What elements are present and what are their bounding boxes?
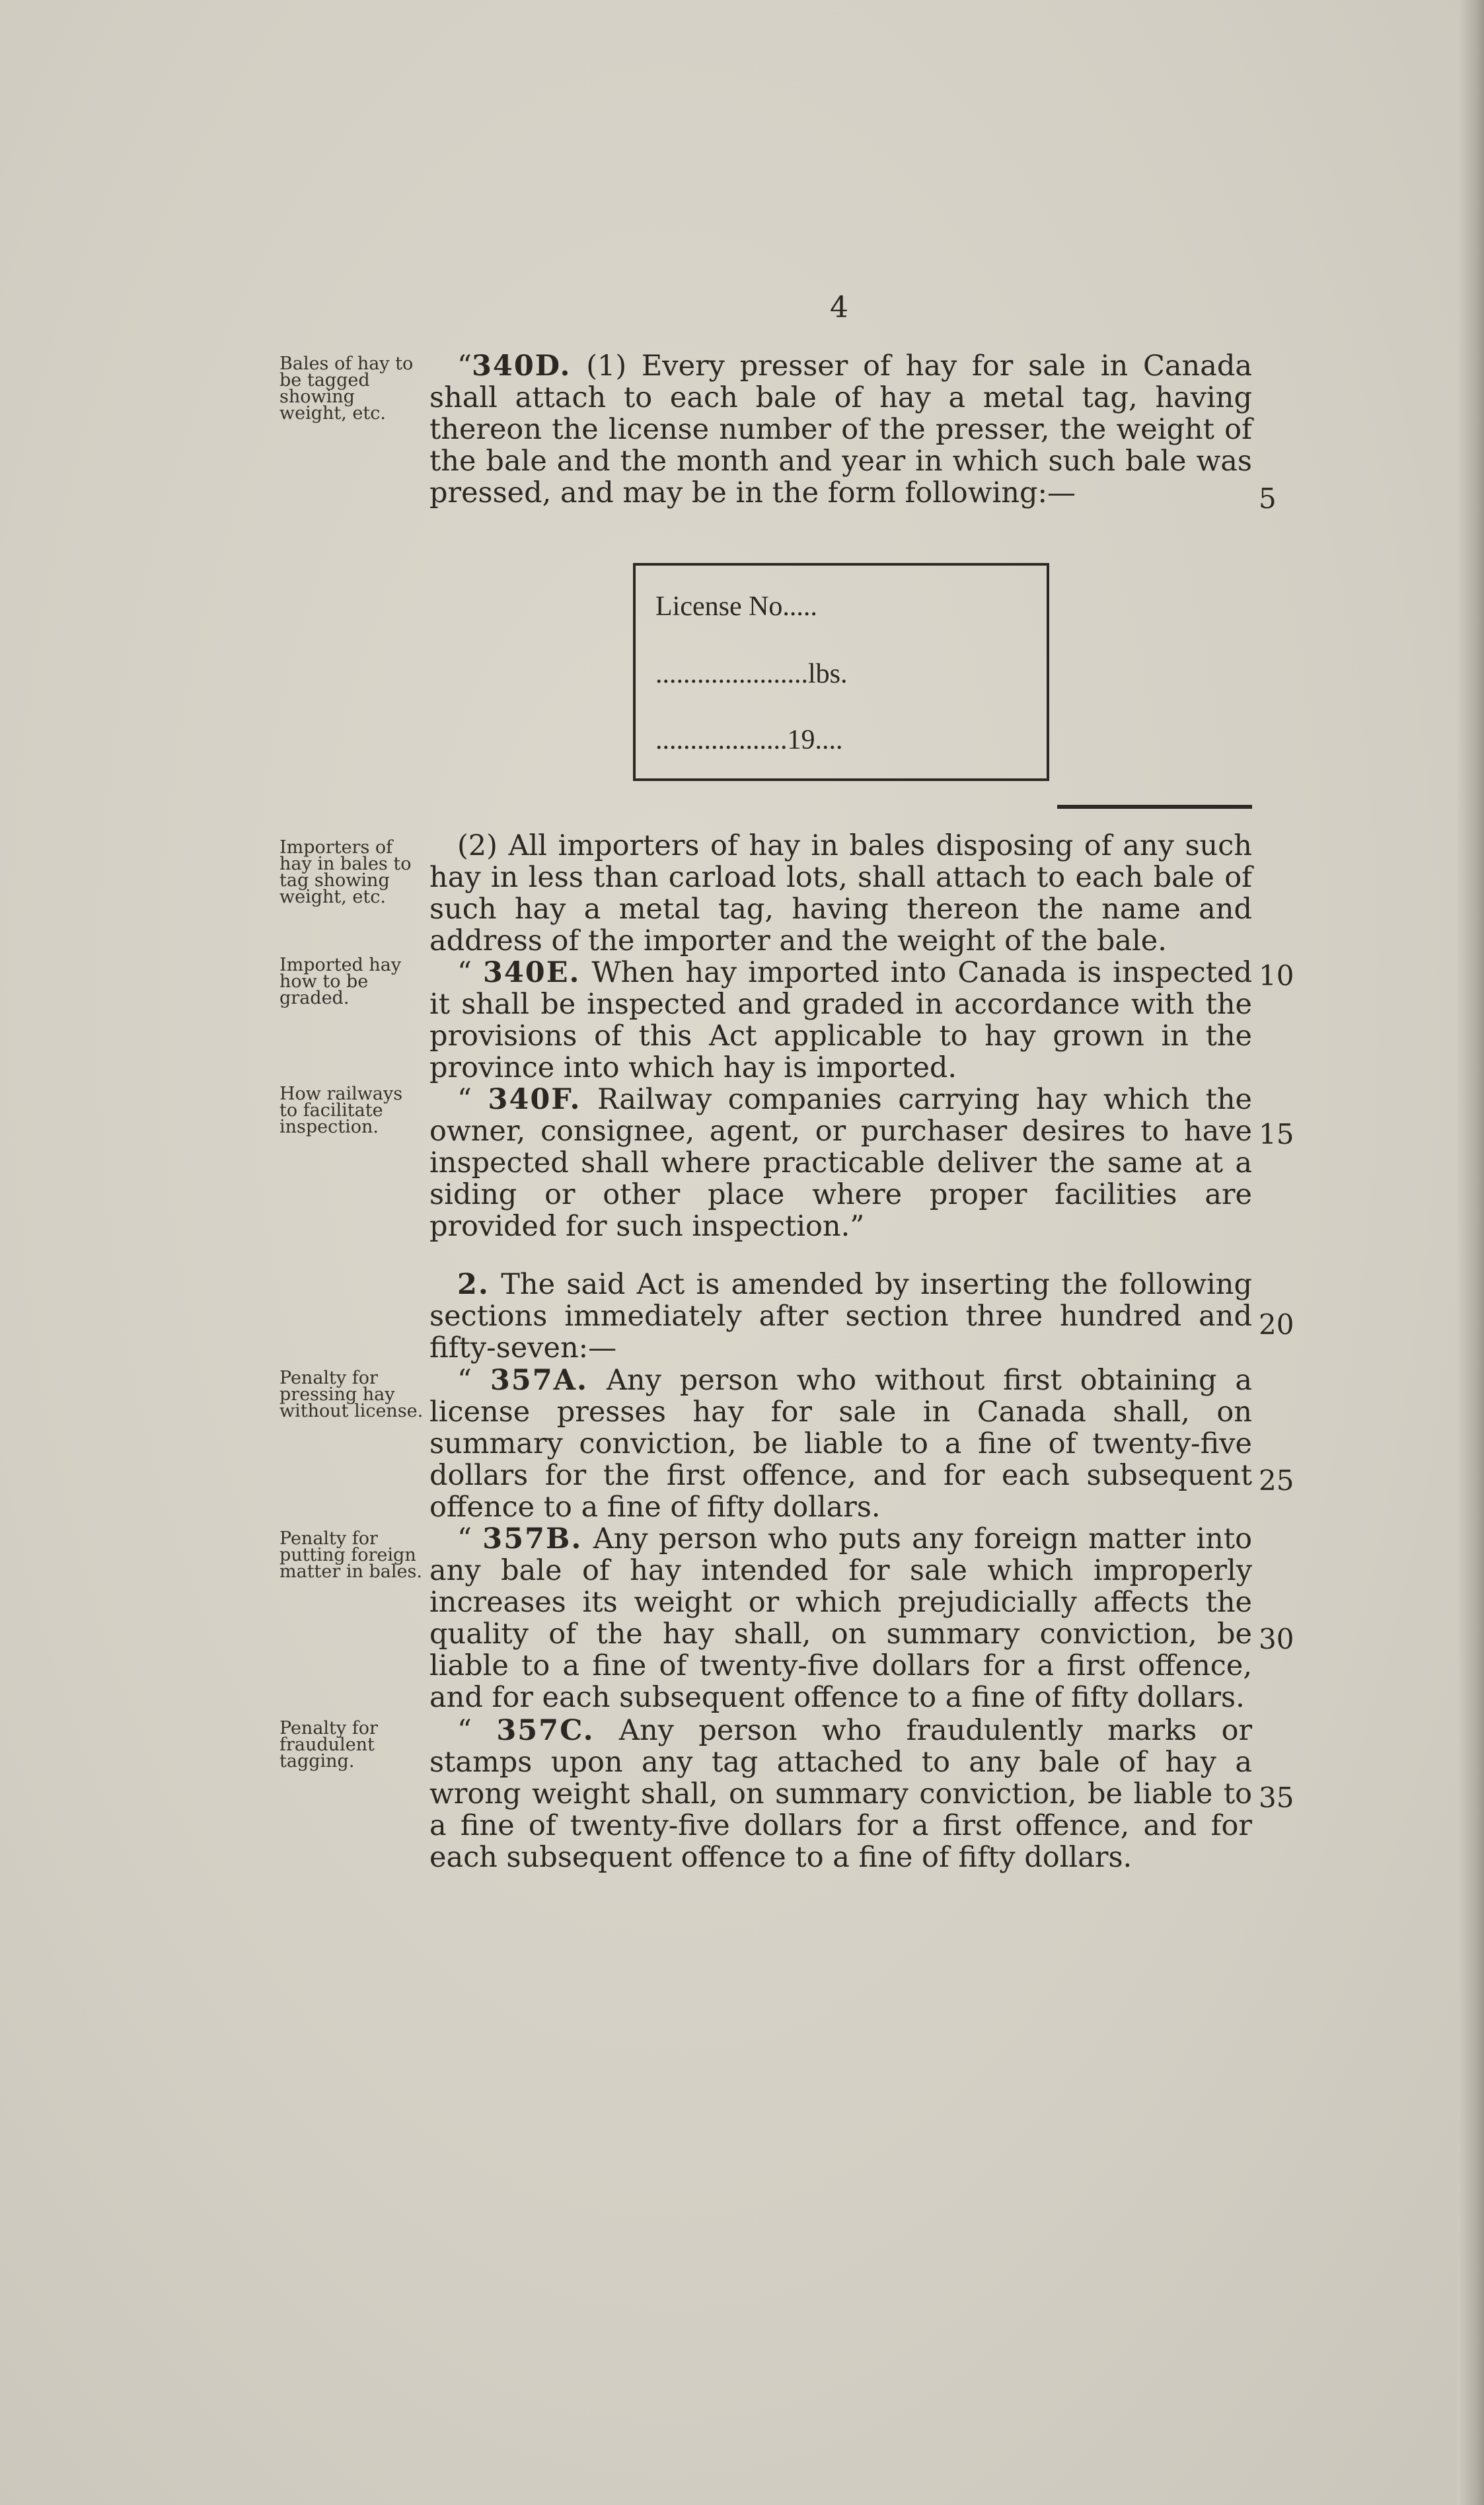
section-340e-heading: 340E.: [482, 956, 581, 989]
sidenote-railways: How railways to facilitate inspection.: [279, 1084, 403, 1137]
line-number: 15: [1259, 1118, 1294, 1150]
section-357b: [429, 1523, 1252, 1713]
section-357c: [429, 1715, 1252, 1873]
open-quote: “: [457, 1364, 472, 1397]
section-340d-2: [429, 830, 1252, 957]
open-quote: “: [457, 1083, 472, 1116]
section-2-heading: 2.: [457, 1268, 490, 1301]
sidenote-penalty-tagging: Penalty for fraudulent tagging.: [279, 1718, 378, 1772]
section-340e: [429, 957, 1252, 1084]
tag-form-weight: ......................lbs.: [655, 659, 848, 689]
open-quote: “: [457, 1714, 472, 1747]
sidenote-penalty-license: Penalty for pressing hay without license.: [279, 1368, 424, 1421]
section-357a-text: Any person who without first obtaining a license presses hay for sale in Canada shall, on summary conviction, be liable to a fine of twenty-five dollars for the first offence, and for each subsequent offence to a fine of fifty dollars.: [429, 1364, 1253, 1524]
section-357b-paragraph: [429, 1523, 1252, 1713]
section-340d: [429, 350, 1252, 509]
section-357b-text: Any person who puts any foreign matter into any bale of hay intended for sale which improperly increases its weight or which prejudicially affects the quality of the hay shall, on summary conviction, be liable to a fine of twenty-five dollars for a first offence, and for each subsequent offence to a fine of fifty dollars.: [429, 1522, 1252, 1714]
line-number: 10: [1259, 959, 1294, 992]
tag-form-box: [633, 563, 1049, 781]
sidenote-penalty-foreign: Penalty for putting foreign matter in bales.: [279, 1528, 422, 1582]
tag-form-license: License No.....: [655, 591, 817, 622]
section-357c-paragraph: [429, 1715, 1252, 1873]
line-number: 35: [1259, 1781, 1294, 1814]
section-340f-heading: 340F.: [488, 1083, 581, 1116]
line-number: 20: [1259, 1308, 1294, 1341]
section-357a-heading: 357A.: [490, 1364, 588, 1397]
open-quote: “: [457, 956, 472, 989]
section-357a: [429, 1365, 1252, 1523]
section-2-text: The said Act is amended by inserting the following sections immediately after section three hundred and fifty-seven:—: [429, 1268, 1252, 1365]
section-340d-heading: 340D.: [471, 350, 572, 383]
line-number: 30: [1259, 1623, 1294, 1655]
page-edge: [1458, 0, 1484, 2505]
sidenote-imported-graded: Imported hay how to be graded.: [279, 955, 402, 1008]
form-underline: [1057, 805, 1252, 809]
line-number: 25: [1259, 1464, 1294, 1497]
section-340d-2-text: (2) All importers of hay in bales disposing of any such hay in less than carload lots, shall attach to each bale of such hay a metal tag, having thereon the name and address of the importer and the weight of the bale.: [429, 829, 1252, 957]
section-340d-text: (1) Every presser of hay for sale in Canada shall attach to each bale of hay a metal tag, having thereon the license number of the presser, the weight of the bale and the month and year in which such bale was pressed, and may be in the form following:—: [429, 350, 1253, 509]
section-2-paragraph: [429, 1269, 1252, 1364]
sidenote-importers: Importers of hay in bales to tag showing weight, etc.: [279, 837, 412, 907]
section-340f-paragraph: [429, 1084, 1252, 1242]
section-357b-heading: 357B.: [482, 1522, 583, 1555]
section-357a-paragraph: [429, 1365, 1252, 1523]
open-quote: “: [457, 350, 472, 383]
section-340e-paragraph: [429, 957, 1252, 1084]
section-340e-text: When hay imported into Canada is inspected it shall be inspected and graded in accordance with the provisions of this Act applicable to hay grown in the province into which hay is imported.: [429, 956, 1253, 1084]
section-2: [429, 1269, 1252, 1364]
section-340d-paragraph: [429, 350, 1252, 509]
section-340f-text: Railway companies carrying hay which the owner, consignee, agent, or purchaser desires to have inspected shall where practicable deliver the same at a siding or other place where proper facilities are provided for such inspection.”: [429, 1083, 1252, 1243]
line-number: 5: [1259, 482, 1277, 515]
section-340f: [429, 1084, 1252, 1242]
open-quote: “: [457, 1522, 472, 1555]
sidenote-bales-tagged: Bales of hay to be tagged showing weight, etc.: [279, 354, 414, 424]
section-357c-text: Any person who fraudulently marks or stamps upon any tag attached to any bale of hay a wrong weight shall, on summary conviction, be liable to a fine of twenty-five dollars for a first offence, and for each subsequent offence to a fine of fifty dollars.: [429, 1714, 1253, 1874]
page-number: 4: [830, 291, 848, 324]
tag-form-year: ...................19....: [655, 725, 843, 755]
section-357c-heading: 357C.: [496, 1714, 595, 1747]
